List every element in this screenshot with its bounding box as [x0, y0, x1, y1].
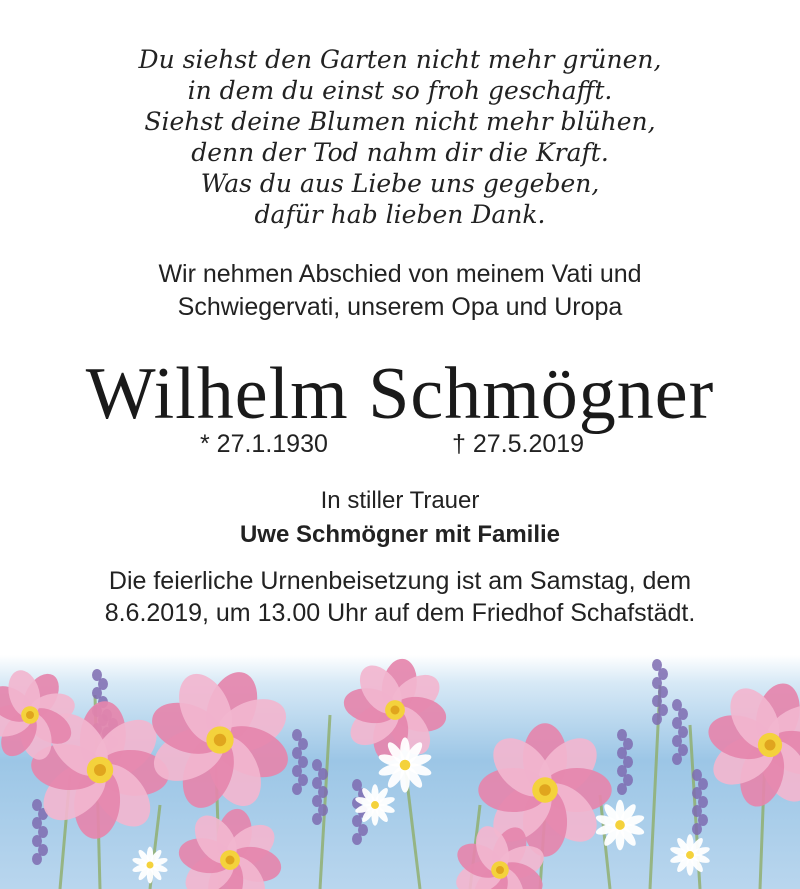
daisy-center	[371, 801, 379, 809]
flower-core	[226, 856, 235, 865]
memorial-poem	[0, 44, 800, 230]
daisy-center	[615, 820, 625, 830]
lavender-bud	[292, 783, 302, 795]
poem-line: denn der Tod nahm dir die Kraft.	[191, 138, 609, 167]
daisy-center	[146, 861, 153, 868]
flower-core	[214, 734, 226, 746]
flower-core	[391, 706, 400, 715]
burial-line: Die feierliche Urnenbeisetzung ist am Samstag, dem	[108, 567, 692, 595]
poem-line: Siehst deine Blumen nicht mehr blühen,	[144, 107, 656, 136]
poem-line: Du siehst den Garten nicht mehr grünen,	[138, 45, 662, 74]
lavender-bud	[672, 753, 682, 765]
lavender-bud	[692, 823, 702, 835]
lavender-bud	[32, 853, 42, 865]
poem-line: in dem du einst so froh geschafft.	[187, 76, 613, 105]
burial-line: 8.6.2019, um 13.00 Uhr auf dem Friedhof Schafstädt.	[104, 599, 696, 627]
flower-illustration	[0, 655, 800, 889]
farewell-intro	[0, 258, 800, 324]
deceased-name: Wilhelm Schmögner	[85, 353, 715, 435]
daisy-center	[686, 851, 694, 859]
intro-line: Wir nehmen Abschied von meinem Vati und	[158, 260, 642, 288]
life-dates	[0, 428, 800, 460]
daisy-center	[400, 760, 411, 771]
poem-line: dafür hab lieben Dank.	[254, 200, 546, 229]
flower-core	[496, 866, 504, 874]
flower-meadow-image	[0, 655, 800, 889]
flower-core	[765, 740, 776, 751]
birth-date: * 27.1.1930	[200, 430, 328, 458]
lavender-bud	[352, 833, 362, 845]
lavender-bud	[617, 783, 627, 795]
death-date: † 27.5.2019	[452, 430, 585, 458]
burial-info	[0, 565, 800, 629]
flower-core	[539, 784, 551, 796]
mourners-block	[0, 484, 800, 552]
mourning-family: Uwe Schmögner mit Familie	[239, 521, 561, 548]
lavender-bud	[652, 713, 662, 725]
intro-line: Schwiegervati, unserem Opa und Uropa	[177, 293, 623, 321]
flower-core	[94, 764, 106, 776]
lavender-bud	[312, 813, 322, 825]
mourning-phrase: In stiller Trauer	[320, 487, 480, 514]
flower-core	[26, 711, 34, 719]
poem-line: Was du aus Liebe uns gegeben,	[200, 169, 600, 198]
